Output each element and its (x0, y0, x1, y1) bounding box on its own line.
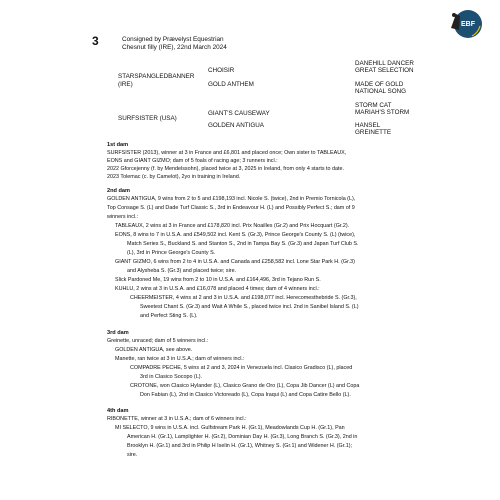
third-dam-line: 3rd in Clasico Socopo (L). (140, 374, 203, 380)
second-dam-line: TABLEAUX, 2 wins at 3 in France and £178,820 incl. Prix Noailles (Gr.2) and Prix Hocquart (Gr.2). (115, 223, 350, 229)
first-dam-line: 2023 Tolemac (c. by Camelot), 2yo in training in Ireland. (107, 174, 241, 180)
ped-sdam-dam: NATIONAL SONG (355, 88, 407, 95)
fourth-dam-line: sire. (127, 452, 138, 458)
ped-dam-dam: GOLDEN ANTIGUA (208, 122, 264, 129)
second-dam-line: and Alysheba S. (Gr.3) and placed twice; sire. (127, 268, 237, 274)
second-dam-line: winners incl.: (107, 214, 139, 220)
ped-ssire-sire: DANEHILL DANCER (355, 60, 414, 67)
horse-description: Chesnut filly (IRE), 22nd March 2024 (122, 44, 227, 51)
ped-sdam-sire: MADE OF GOLD (355, 81, 404, 88)
ped-sire-dam: GOLD ANTHEM (208, 81, 254, 88)
second-dam-heading: 2nd dam (107, 188, 131, 194)
second-dam-line: Match Series S., Buckland S. and Stanton S., 2nd in Tampa Bay S. (Gr.3) and Japan Turf Club S. (127, 241, 359, 247)
ped-ssire-dam: GREAT SELECTION (355, 67, 414, 74)
ped-ddam-sire: HANSEL (355, 122, 381, 129)
svg-text:EBF: EBF (461, 21, 475, 28)
second-dam-line: Top Consage S. (L) and Dade Turf Classic S., 3rd in Endeavour H. (L) and Possibly Perfect S.; dam of 9 (107, 205, 355, 211)
ped-dam-sire: GIANT'S CAUSEWAY (208, 110, 270, 117)
ebf-logo-graphic (448, 6, 482, 42)
third-dam-line: Greinette, unraced; dam of 5 winners incl.: (107, 338, 209, 344)
third-dam-line: Manette, ran twice at 3 in U.S.A.; dam of winners incl.: (115, 356, 245, 362)
first-dam-line: SURFSISTER (2013), winner at 3 in France and £6,801 and placed once; Own sister to TABLEAUX, (107, 150, 347, 156)
third-dam-line: COMPADRE PECHE, 5 wins at 2 and 3, 2024 in Venezuela incl. Clasico Gradisco (L), placed (130, 365, 353, 371)
ped-dam: SURFSISTER (USA) (118, 115, 177, 122)
fourth-dam-line: RIBONETTE, winner at 3 in U.S.A.; dam of 6 winners incl.: (107, 416, 247, 422)
ped-sire: STARSPANGLEDBANNER (IRE) (118, 73, 195, 88)
second-dam-line: KUHLU, 2 wins at 3 in U.S.A. and £16,078 and placed 4 times; dam of 4 winners incl.: (115, 286, 320, 292)
third-dam-heading: 3rd dam (107, 330, 129, 336)
third-dam-line: GOLDEN ANTIGUA, see above. (115, 347, 193, 353)
third-dam-line: Don Fabian (L), 2nd in Clasico Victoreado (L), Copa Iraqui (L) and Copa Catire Bello (L). (140, 392, 351, 398)
second-dam-line: GIANT GIZMO, 6 wins from 2 to 4 in U.S.A. and Canada and £258,582 incl. Lone Star Park H. (Gr.3) (115, 259, 355, 265)
second-dam-line: CHEERMEISTER, 4 wins at 2 and 3 in U.S.A. and £198,077 incl. Herecomesthebride S. (Gr.3), (130, 295, 357, 301)
fourth-dam-heading: 4th dam (107, 408, 129, 414)
ped-dsire-sire: STORM CAT (355, 102, 392, 109)
second-dam-line: Slick Pardoned Me, 19 wins from 2 to 10 in U.S.A. and £164,496, 3rd in Tejano Run S. (115, 277, 321, 283)
first-dam-line: 2022 Gforcejenny (f. by Mendelssohn), placed twice at 3, 2025 in Ireland, from only 4 starts to date. (107, 166, 345, 172)
ped-dsire-dam: MARIAH'S STORM (355, 109, 410, 116)
fourth-dam-line: Brooklyn H. (Gr.1) and 3rd in Philip H Iselin H. (Gr.1), Whitney S. (Gr.1) and Widener H. (Gr.1); (127, 443, 352, 449)
ped-ddam-dam: GREINETTE (355, 129, 392, 136)
second-dam-line: Sweetest Chant S. (Gr.3) and Wait A While S., placed twice incl. 2nd in Sanibel Island S. (L) (140, 304, 359, 310)
consignor-line: Consigned by Prævelyst Equestrian (122, 36, 224, 43)
second-dam-line: EONS, 8 wins to 7 in U.S.A. and £549,502 incl. Kent S. (Gr.3), Prince George's County S. (L) (twice), (115, 232, 356, 238)
fourth-dam-line: MI SELECTO, 9 wins in U.S.A. incl. Gulfstream Park H. (Gr.1), Meadowlands Cup H. (Gr.1), Pan (115, 425, 345, 431)
second-dam-line: (L), 3rd in Prince George's County S. (127, 250, 216, 256)
second-dam-line: GOLDEN ANTIGUA, 9 wins from 2 to 5 and £198,193 incl. Nicole S. (twice), 2nd in Premio Tornicola (L), (107, 196, 356, 202)
ped-sire-sire: CHOISIR (208, 67, 235, 74)
ebf-logo (448, 6, 482, 42)
first-dam-line: EONS and GIANT GIZMO; dam of 5 foals of racing age; 3 runners incl.: (107, 158, 278, 164)
third-dam-line: CROTONE, won Clasico Hylander (L), Clasico Grano de Oro (L), Copa Jib Dancer (L) and Copa (130, 383, 360, 389)
first-dam-heading: 1st dam (107, 142, 129, 148)
fourth-dam-line: American H. (Gr.1), Lamplighter H. (Gr.2), Dominian Day H. (Gr.3), Long Branch S. (Gr.3), 2nd in (127, 434, 358, 440)
lot-number: 3 (92, 34, 99, 48)
second-dam-line: and Perfect Sting S. (L). (140, 313, 198, 319)
